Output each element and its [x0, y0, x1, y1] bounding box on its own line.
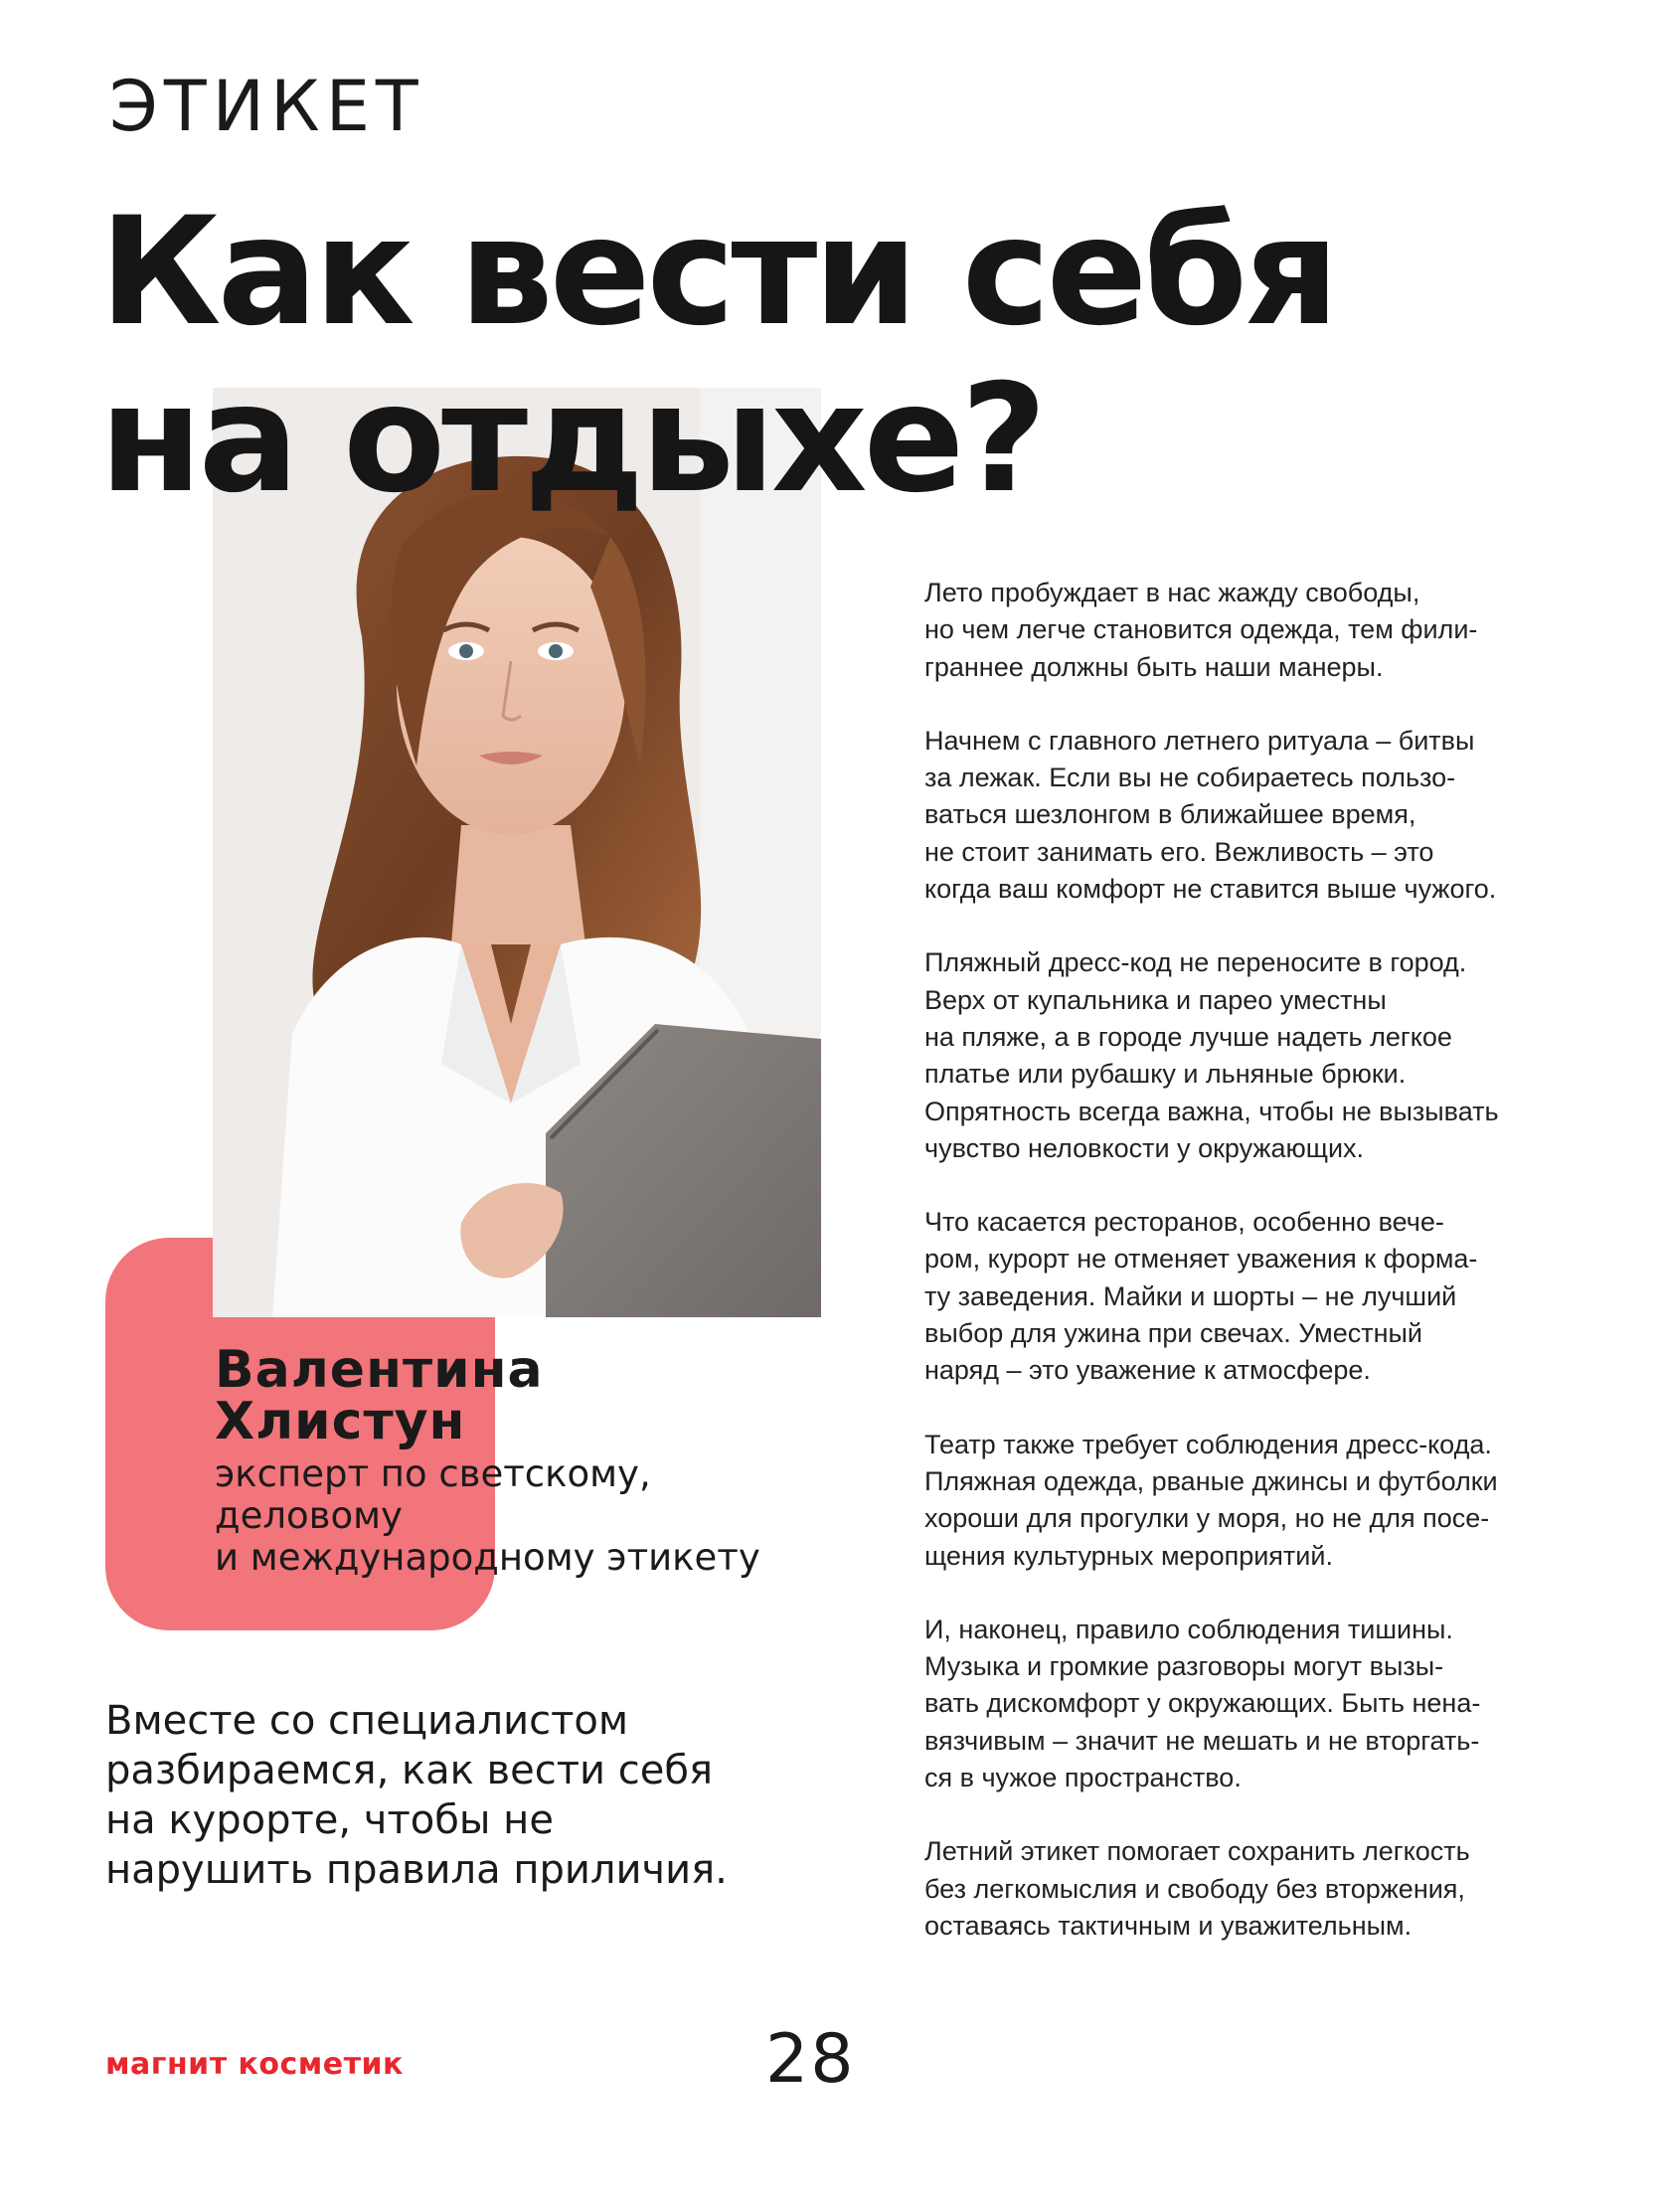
headline-line: на отдыхе? — [99, 353, 1044, 526]
expert-name — [215, 1340, 851, 1451]
article-paragraph — [924, 944, 1561, 1167]
article-line: наряд – это уважение к атмосфере. — [924, 1355, 1371, 1386]
page-number: 28 — [765, 2020, 856, 2099]
article-line: за лежак. Если вы не собираетесь пользо- — [924, 763, 1456, 793]
article-paragraph — [924, 575, 1561, 686]
article-line: без легкомыслия и свободу без вторжения, — [924, 1873, 1465, 1904]
article-line: Верх от купальника и парео уместны — [924, 984, 1387, 1015]
article-line: чувство неловкости у окружающих. — [924, 1132, 1365, 1163]
brand-logo: магнит косметик — [105, 2047, 404, 2082]
headline-line: Как вести себя — [99, 186, 1336, 359]
article-line: платье или рубашку и льняные брюки. — [924, 1059, 1407, 1090]
expert-role-line: деловому — [215, 1494, 403, 1537]
article-line: вать дискомфорт у окружающих. Быть нена- — [924, 1688, 1481, 1719]
lead-line: разбираемся, как вести себя — [105, 1748, 714, 1793]
article-line: Опрятность всегда важна, чтобы не вызывать — [924, 1096, 1499, 1126]
lead-line: Вместе со специалистом — [105, 1698, 629, 1744]
article-line: ту заведения. Майки и шорты – не лучший — [924, 1280, 1457, 1311]
lead-line: нарушить правила приличия. — [105, 1847, 728, 1893]
article-paragraph — [924, 1612, 1561, 1796]
article-line: хороши для прогулки у моря, но не для посе- — [924, 1503, 1490, 1534]
article-line: И, наконец, правило соблюдения тишины. — [924, 1614, 1453, 1644]
article-line: Лето пробуждает в нас жажду свободы, — [924, 578, 1420, 607]
article-line: Театр также требует соблюдения дресс-кода. — [924, 1429, 1492, 1459]
lead-line: на курорте, чтобы не — [105, 1797, 554, 1843]
article-line: ром, курорт не отменяет уважения к форма- — [924, 1244, 1478, 1275]
expert-name-line: Хлистун — [215, 1392, 466, 1451]
article-paragraph — [924, 1204, 1561, 1389]
article-line: ся в чужое пространство. — [924, 1763, 1242, 1793]
article-line: Летний этикет помогает сохранить легкость — [924, 1836, 1470, 1867]
article-line: Пляжный дресс-код не переносите в город. — [924, 947, 1467, 978]
article-body — [924, 575, 1561, 1981]
section-label: ЭТИКЕТ — [109, 66, 424, 147]
article-line: вязчивым – значит не мешать и не вторгать- — [924, 1725, 1480, 1756]
expert-role-line: эксперт по светскому, — [215, 1452, 651, 1495]
headline — [99, 186, 1551, 526]
expert-role-line: и международному этикету — [215, 1536, 760, 1579]
article-line: граннее должны быть наши манеры. — [924, 651, 1384, 682]
article-paragraph — [924, 723, 1561, 908]
article-line: Пляжная одежда, рваные джинсы и футболки — [924, 1465, 1498, 1496]
article-line: оставаясь тактичным и уважительным. — [924, 1910, 1413, 1941]
article-line: но чем легче становится одежда, тем фили- — [924, 614, 1478, 645]
expert-name-line: Валентина — [215, 1340, 544, 1400]
article-line: ваться шезлонгом в ближайшее время, — [924, 799, 1416, 830]
article-line: Что касается ресторанов, особенно вече- — [924, 1207, 1444, 1238]
article-line: щения культурных мероприятий. — [924, 1540, 1333, 1571]
article-line: не стоит занимать его. Вежливость – это — [924, 836, 1434, 867]
article-line: выбор для ужина при свечах. Уместный — [924, 1318, 1423, 1349]
article-line: Начнем с главного летнего ритуала – битвы — [924, 725, 1475, 756]
lead-paragraph — [105, 1696, 861, 1895]
article-line: когда ваш комфорт не ставится выше чужого. — [924, 874, 1497, 905]
article-paragraph — [924, 1427, 1561, 1575]
article-line: Музыка и громкие разговоры могут вызы- — [924, 1651, 1444, 1682]
expert-photo — [213, 388, 821, 1317]
expert-role — [215, 1453, 851, 1579]
article-line: на пляже, а в городе лучше надеть легкое — [924, 1021, 1452, 1052]
expert-caption — [215, 1340, 851, 1579]
article-paragraph — [924, 1833, 1561, 1945]
